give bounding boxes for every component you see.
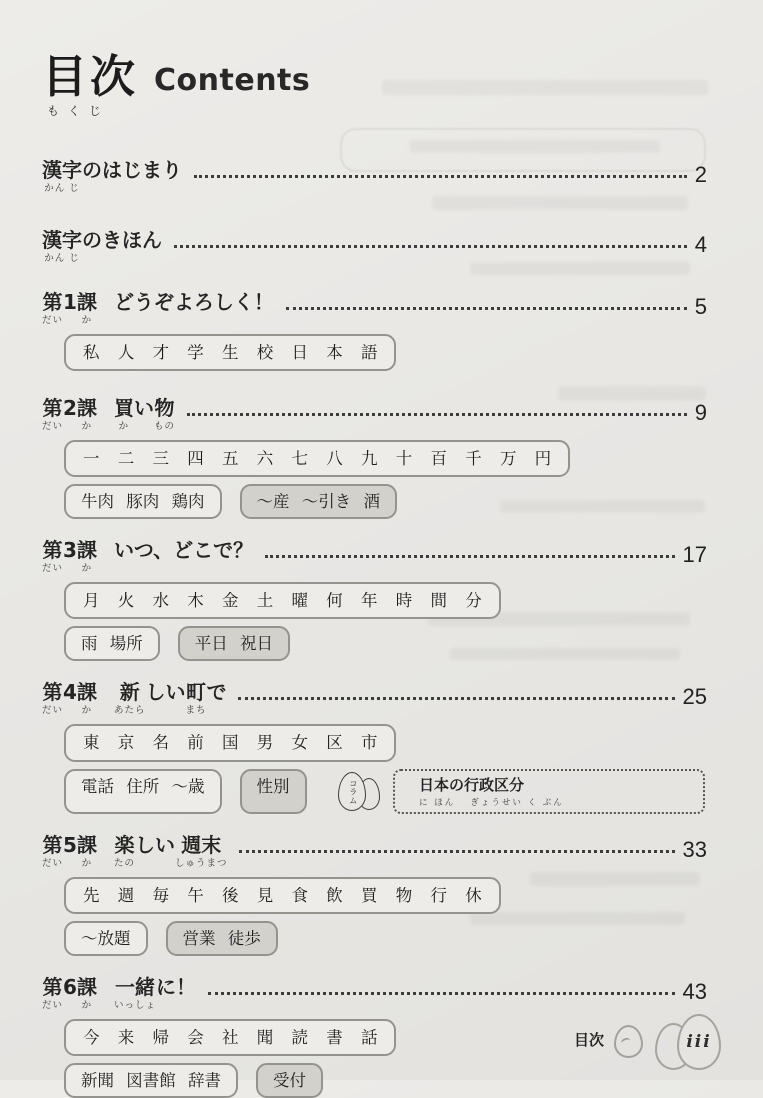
heading-segment	[114, 681, 146, 717]
heading-segment	[42, 834, 63, 870]
furigana-text: か	[81, 999, 93, 1011]
egg-front-icon	[677, 1014, 721, 1070]
heading-segment	[135, 834, 175, 870]
heading-segment	[63, 681, 77, 717]
heading-segment	[82, 159, 182, 195]
toc-heading	[42, 229, 162, 265]
heading-segment	[185, 681, 206, 717]
column-badge-label: コラム	[347, 778, 358, 805]
toc-heading-line	[42, 976, 707, 1012]
heading-segment	[175, 834, 228, 870]
column-furigana: に ほん ぎょうせい く ぶん	[419, 797, 564, 808]
heading-text: 第	[42, 538, 63, 563]
heading-text: で	[206, 680, 227, 705]
heading-segment	[114, 834, 135, 870]
furigana-text: まち	[185, 705, 207, 717]
heading-segment	[154, 397, 175, 433]
toc-heading	[42, 976, 196, 1012]
page-footer	[574, 1014, 719, 1068]
heading-segment	[114, 397, 134, 433]
dotted-leader	[208, 992, 675, 995]
heading-segment	[63, 397, 77, 433]
heading-text: 課	[76, 396, 97, 421]
heading-text: 5	[63, 832, 77, 857]
toc-entry	[42, 834, 707, 956]
heading-text: 課	[76, 290, 97, 314]
heading-segment	[63, 291, 77, 327]
heading-segment	[42, 539, 63, 575]
page-number: 9	[694, 400, 707, 426]
heading-segment	[77, 539, 97, 575]
heading-text: い	[133, 396, 154, 421]
page-title	[42, 50, 707, 119]
page-number: 33	[682, 836, 707, 862]
heading-text: 漢字	[42, 158, 82, 182]
column-title-box	[393, 769, 705, 814]
page-number: 2	[694, 162, 707, 187]
special-reading-box: 受付	[256, 1063, 323, 1098]
furigana-text: か	[81, 421, 93, 433]
furigana-text: しゅうまつ	[174, 857, 228, 869]
kanji-box-row	[64, 582, 707, 619]
column-note	[336, 769, 705, 814]
heading-text: 第	[42, 680, 63, 705]
toc-list	[42, 159, 707, 1098]
toc-heading	[42, 397, 175, 433]
heading-segment	[42, 681, 63, 717]
kanji-box-row	[64, 626, 707, 661]
vocab-box: 牛肉 豚肉 鶏肉	[64, 484, 222, 519]
furigana-text: か	[81, 705, 93, 717]
heading-text: 3	[63, 538, 77, 563]
heading-text: のきほん	[82, 228, 162, 252]
furigana-text: かん じ	[44, 183, 80, 194]
heading-segment	[114, 291, 274, 327]
heading-text: 課	[76, 538, 97, 563]
kanji-box-row	[64, 1063, 707, 1098]
heading-text: 町	[185, 680, 206, 705]
heading-text: 第	[42, 396, 63, 421]
column-egg-icon	[336, 769, 386, 813]
dotted-leader	[187, 413, 687, 416]
heading-segment	[42, 159, 82, 195]
heading-text: に！	[155, 974, 196, 999]
heading-segment	[82, 229, 162, 265]
toc-entry	[42, 539, 707, 661]
special-reading-box: 性別	[240, 769, 307, 814]
toc-heading-line	[42, 159, 707, 195]
heading-segment	[42, 397, 63, 433]
page-title-furigana: もくじ	[47, 104, 111, 118]
dotted-leader	[238, 697, 674, 700]
heading-text: 4	[63, 680, 77, 705]
special-reading-box: ～産 ～引き 酒	[240, 484, 398, 519]
heading-segment	[77, 291, 97, 327]
kanji-list-box: 一 二 三 四 五 六 七 八 九 十 百 千 万 円	[64, 440, 570, 477]
heading-text: 1	[63, 290, 77, 314]
kanji-box-row	[64, 769, 707, 814]
heading-text: 課	[76, 680, 97, 705]
kanji-box-row	[64, 440, 707, 477]
heading-segment	[77, 397, 97, 433]
heading-text: 課	[76, 974, 97, 999]
furigana-text: か	[81, 563, 93, 575]
kanji-box-row	[64, 334, 707, 371]
kanji-list-box: 今 来 帰 会 社 聞 読 書 話	[64, 1019, 396, 1056]
kanji-box-row	[64, 484, 707, 519]
furigana-text: だい	[42, 315, 64, 326]
toc-entry	[42, 681, 707, 813]
furigana-text: か	[118, 421, 130, 433]
furigana-text: だい	[42, 999, 64, 1011]
furigana-text: だい	[42, 563, 64, 575]
furigana-text: だい	[42, 857, 64, 869]
heading-text: 週末	[181, 832, 222, 857]
heading-text: 楽	[114, 832, 135, 857]
heading-segment	[114, 539, 253, 575]
page-title-japanese	[42, 50, 139, 119]
column-badge-icon	[338, 772, 366, 811]
heading-text: 一緒	[114, 974, 155, 999]
toc-heading	[42, 681, 226, 717]
heading-segment	[114, 976, 156, 1012]
heading-text: 第	[42, 832, 63, 857]
heading-text: 6	[63, 974, 77, 999]
page-number: 43	[682, 978, 707, 1004]
kanji-list-box: 月 火 水 木 金 土 曜 何 年 時 間 分	[64, 582, 501, 619]
page-number: 5	[694, 294, 707, 319]
dotted-leader	[265, 555, 674, 558]
heading-segment	[206, 681, 226, 717]
heading-text: 第	[42, 290, 63, 314]
heading-segment	[134, 397, 154, 433]
footer-page-number: iii	[686, 1032, 712, 1052]
heading-segment	[42, 976, 63, 1012]
heading-text: 第	[42, 974, 63, 999]
toc-heading-line	[42, 539, 707, 575]
toc-entry	[42, 229, 707, 265]
toc-heading-line	[42, 397, 707, 433]
vocab-box: ～放題	[64, 921, 148, 956]
furigana-text: たの	[113, 857, 135, 869]
heading-text: 2	[63, 396, 77, 421]
toc-entry	[42, 397, 707, 519]
column-title: 日本の行政区分	[419, 775, 525, 794]
toc-heading-line	[42, 681, 707, 717]
toc-entry	[42, 291, 707, 371]
vocab-box: 新聞 図書館 辞書	[64, 1063, 238, 1098]
furigana-text: もの	[153, 421, 175, 433]
vocab-box: 電話 住所 ～歳	[64, 769, 222, 814]
heading-text: どうぞよろしく！	[113, 290, 274, 314]
kanji-box-row	[64, 921, 707, 956]
heading-segment	[42, 229, 82, 265]
furigana-text: かん じ	[44, 253, 80, 264]
furigana-text: だい	[42, 421, 64, 433]
kanji-box-row	[64, 877, 707, 914]
page-number: 4	[694, 232, 707, 257]
heading-segment	[77, 681, 97, 717]
page-number: 25	[682, 684, 707, 710]
kanji-list-box: 東 京 名 前 国 男 女 区 市	[64, 724, 396, 761]
toc-heading-line	[42, 834, 707, 870]
furigana-text: あたら	[113, 705, 146, 717]
page-title-english: Contents	[154, 63, 311, 98]
heading-text: のはじまり	[82, 158, 182, 182]
egg-page-number-icon	[655, 1014, 719, 1068]
kanji-box-row	[64, 724, 707, 761]
toc-entry	[42, 159, 707, 195]
heading-text: 課	[76, 832, 97, 857]
heading-segment	[63, 834, 77, 870]
toc-heading	[42, 291, 274, 327]
toc-heading	[42, 159, 182, 195]
heading-text: いつ、どこで？	[113, 538, 254, 563]
toc-heading	[42, 539, 253, 575]
furigana-text: いっしょ	[113, 999, 156, 1011]
furigana-text: か	[81, 315, 93, 326]
heading-segment	[63, 539, 77, 575]
dotted-leader	[194, 175, 687, 178]
page-title-kanji: 目次	[42, 50, 139, 103]
heading-text: 物	[154, 396, 175, 421]
heading-segment	[42, 291, 63, 327]
kanji-list-box: 私 人 才 学 生 校 日 本 語	[64, 334, 396, 371]
heading-segment	[77, 976, 97, 1012]
dotted-leader	[174, 245, 687, 248]
dotted-leader	[239, 850, 674, 853]
heading-text: しい	[134, 832, 175, 857]
heading-text: しい	[145, 680, 186, 705]
small-egg-icon	[614, 1025, 643, 1058]
heading-text: 漢字	[42, 228, 82, 252]
heading-segment	[156, 976, 196, 1012]
heading-segment	[63, 976, 77, 1012]
special-reading-box: 平日 祝日	[178, 626, 290, 661]
dotted-leader	[286, 307, 687, 310]
heading-text: 買	[113, 396, 134, 421]
toc-heading-line	[42, 291, 707, 327]
kanji-list-box: 先 週 毎 午 後 見 食 飲 買 物 行 休	[64, 877, 501, 914]
special-reading-box: 営業 徒歩	[166, 921, 278, 956]
footer-section-label: 目次	[573, 1031, 604, 1049]
heading-segment	[77, 834, 97, 870]
toc-heading	[42, 834, 227, 870]
furigana-text: か	[81, 857, 93, 869]
toc-heading-line	[42, 229, 707, 265]
vocab-box: 雨 場所	[64, 626, 160, 661]
furigana-text: だい	[42, 705, 64, 717]
heading-segment	[145, 681, 185, 717]
page-number: 17	[682, 542, 707, 568]
heading-text: 新	[119, 680, 140, 705]
